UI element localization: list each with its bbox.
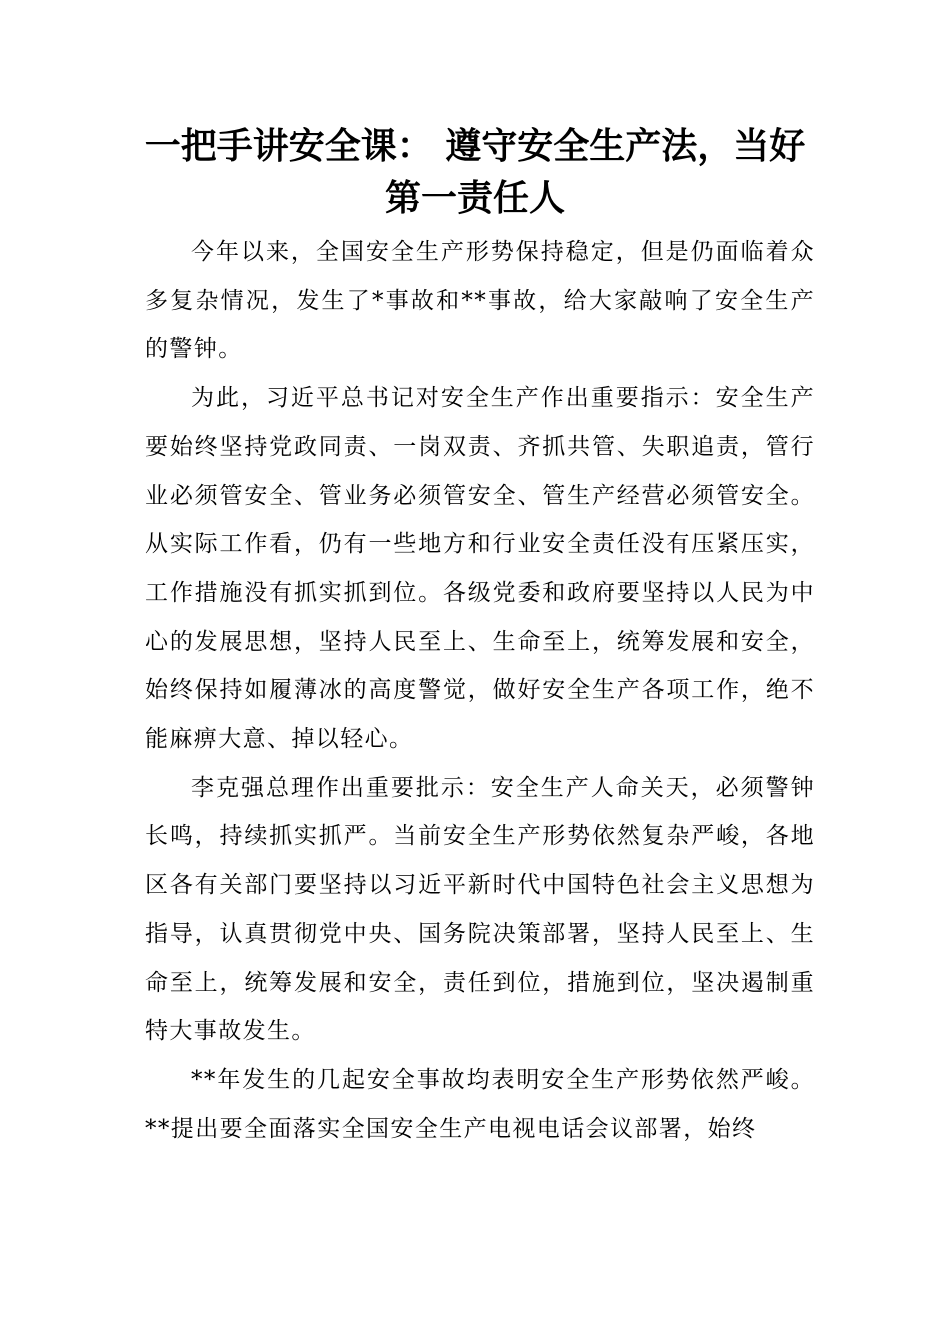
paragraph-intro: 今年以来，全国安全生产形势保持稳定，但是仍面临着众多复杂情况，发生了*事故和**事故，给大家敲响了安全生产的警钟。 — [145, 239, 815, 363]
document-body — [145, 228, 815, 1153]
document-title — [120, 120, 830, 224]
title-line-2: 第一责任人 — [384, 177, 565, 219]
paragraph-xi-instructions: 为此，习近平总书记对安全生产作出重要指示：安全生产要始终坚持党政同责、一岗双责、齐抓共管、失职追责，管行业必须管安全、管业务必须管安全、管生产经营必须管安全。从实际工作看，仍有一些地方和行业安全责任没有压紧压实，工作措施没有抓实抓到位。各级党委和政府要坚持以人民为中心的发展思想，坚持人民至上、生命至上，统筹发展和安全，始终保持如履薄冰的高度警觉，做好安全生产各项工作，绝不能麻痹大意、掉以轻心。 — [145, 385, 815, 753]
paragraph-li-instructions: 李克强总理作出重要批示：安全生产人命关天，必须警钟长鸣，持续抓实抓严。当前安全生产形势依然复杂严峻，各地区各有关部门要坚持以习近平新时代中国特色社会主义思想为指导，认真贯彻党中央、国务院决策部署，坚持人民至上、生命至上，统筹发展和安全，责任到位，措施到位，坚决遏制重特大事故发生。 — [145, 774, 815, 1045]
title-line-1: 一把手讲安全课： 遵守安全生产法，当好 — [144, 125, 806, 167]
paragraph-accidents: **年发生的几起安全事故均表明安全生产形势依然严峻。**提出要全面落实全国安全生产电视电话会议部署，始终 — [145, 1066, 815, 1142]
